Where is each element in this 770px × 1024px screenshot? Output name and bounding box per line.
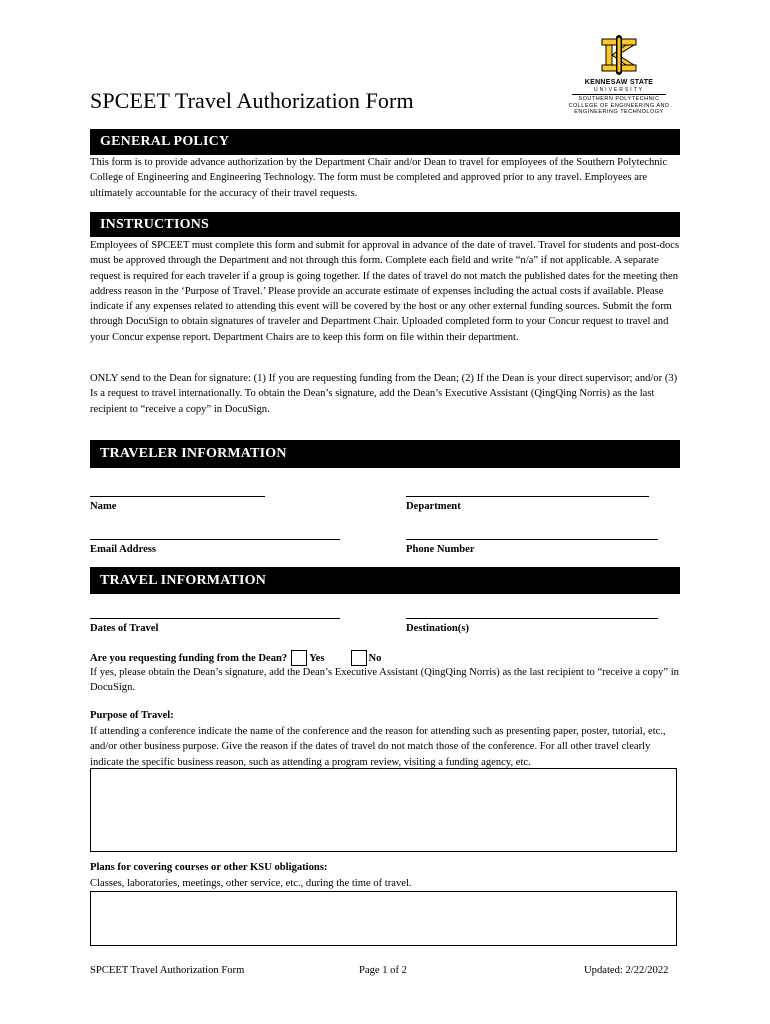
email-input-line[interactable] [90, 539, 340, 540]
ksu-emblem-icon [596, 33, 642, 77]
email-label: Email Address [90, 544, 157, 555]
destination-label: Destination(s) [406, 623, 469, 634]
instructions-text: Employees of SPCEET must complete this form and submit for approval in advance of the date of travel. Travel for students and post-docs must be approved through the Department and not through this form. Complete each field and write “n/a” if not applicable. A separate request is required for each traveler if a group is going together. If the dates of travel do not match the published dates for the meeting then address reason in the ‘Purpose of Travel.’ Please provide an accurate estimate of expenses including the actual costs if available. Please indicate if any expenses related to attending this event will be covered by the host or any other external funding sources. Submit the form through DocuSign to obtain signatures of traveler and Department Chair. Uploaded completed form to your Concur request to travel and your Concur expense report. Department Chairs are to keep this form on file within their department. [90, 240, 680, 343]
instructions-header [90, 212, 680, 237]
funding-yes-label: Yes [309, 652, 325, 664]
department-input-line[interactable] [406, 496, 649, 497]
funding-note: If yes, please obtain the Dean’s signature, add the Dean’s Executive Assistant (QingQing Norris) as the last recipient to “receive a copy” in DocuSign. [90, 667, 679, 694]
plans-label: Plans for covering courses or other KSU obligations: [90, 862, 328, 873]
funding-no-checkbox[interactable] [351, 650, 367, 666]
funding-question: Are you requesting funding from the Dean? [90, 652, 288, 664]
traveler-information-heading: TRAVELER INFORMATION [100, 446, 287, 461]
funding-yes-checkbox[interactable] [291, 650, 307, 666]
footer-form-name: SPCEET Travel Authorization Form [90, 965, 245, 976]
logo-university-name: KENNESAW STATE [584, 79, 654, 86]
footer-page-number: Page 1 of 2 [359, 965, 407, 976]
dates-input-line[interactable] [90, 618, 340, 619]
general-policy-header [90, 129, 680, 155]
department-label: Department [406, 501, 461, 512]
instructions-heading: INSTRUCTIONS [100, 216, 209, 232]
purpose-textarea[interactable] [90, 768, 677, 852]
university-logo [566, 33, 672, 121]
phone-label: Phone Number [406, 544, 475, 555]
dean-signature-text: ONLY send to the Dean for signature: (1) If you are requesting funding from the Dean; (2) If the Dean is your direct supervisor; and/or (3) Is a request to travel internationally. To obtain the Dean’s signature, add the Dean’s Executive Assistant (QingQing Norris) as the last recipient to “receive a copy” in DocuSign. [90, 373, 678, 415]
logo-college-line-1: SOUTHERN POLYTECHNIC [578, 96, 660, 102]
plans-instructions: Classes, laboratories, meetings, other service, etc., during the time of travel. [90, 878, 412, 889]
logo-college-line-2: COLLEGE OF ENGINEERING AND [568, 102, 670, 109]
traveler-information-header [90, 440, 680, 468]
travel-information-heading: TRAVEL INFORMATION [100, 572, 267, 588]
funding-no-label: No [368, 652, 382, 664]
plans-textarea[interactable] [90, 891, 677, 946]
purpose-instructions: If attending a conference indicate the name of the conference and the reason for attending such as presenting paper, poster, tutorial, etc., and/or other business purpose. Give the reason if the dates of travel do not match those of the conference. For all other travel clearly indicate the specific business reason, such as attending a program review, visiting a funding agency, etc. [90, 726, 666, 768]
travel-information-header [90, 567, 680, 594]
page-title: SPCEET Travel Authorization Form [90, 88, 414, 113]
funding-question-row [90, 650, 381, 666]
purpose-label: Purpose of Travel: [90, 710, 174, 721]
destination-input-line[interactable] [406, 618, 658, 619]
name-input-line[interactable] [90, 496, 265, 497]
general-policy-text: This form is to provide advance authorization by the Department Chair and/or Dean to travel for employees of the Southern Polytechnic College of Engineering and Engineering Technology. The form must be completed and approved prior to any travel. Employees are ultimately accountable for the accuracy of their travel requests. [90, 157, 668, 199]
logo-university-word: UNIVERSITY [593, 87, 644, 93]
logo-divider [572, 94, 666, 95]
logo-college-line-3: ENGINEERING TECHNOLOGY [574, 109, 664, 115]
general-policy-heading: GENERAL POLICY [100, 134, 230, 149]
dates-label: Dates of Travel [90, 623, 159, 634]
phone-input-line[interactable] [406, 539, 658, 540]
name-label: Name [90, 501, 117, 512]
footer-updated-date: Updated: 2/22/2022 [584, 965, 669, 976]
